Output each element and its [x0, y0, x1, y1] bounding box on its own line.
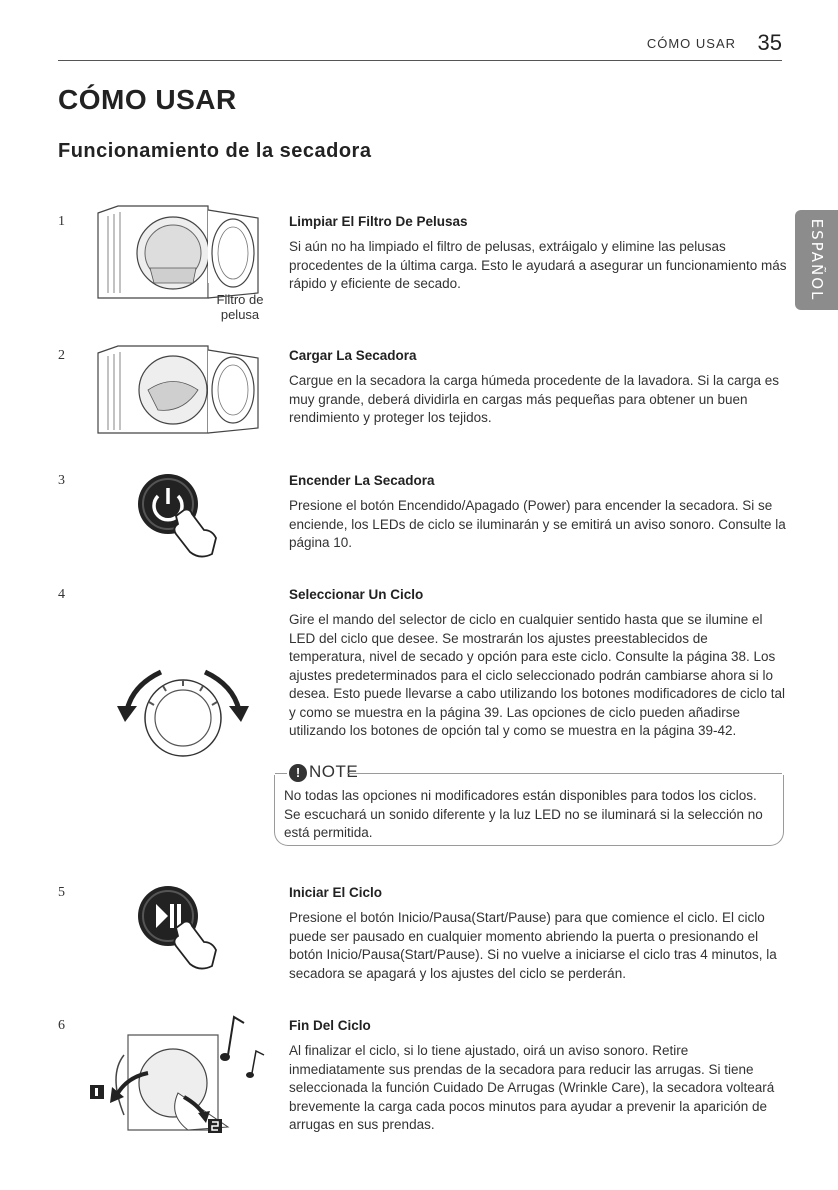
- step-2-text: Cargue en la secadora la carga húmeda procedente de la lavadora. Si la carga es muy grande, deberá dividirla en cargas más pequeñas para obtener un buen rendimiento y proteger los tejidos.: [289, 373, 780, 425]
- step-1-text: Si aún no ha limpiado el filtro de pelusas, extráigalo y elimine las pelusas procedentes de la última carga. Esto le ayudará a asegurar un funcionamiento más rápido y eficiente de secado.: [289, 239, 787, 291]
- note-rule-right: [347, 773, 782, 774]
- note-label: NOTE: [309, 762, 359, 781]
- unload-dryer-with-chime-icon: [88, 1015, 268, 1135]
- dryer-open-door-icon: [88, 338, 268, 438]
- step-6-number: 6: [58, 1018, 65, 1033]
- note-rule-left: [275, 773, 287, 774]
- header-section-title: CÓMO USAR: [646, 36, 736, 51]
- step-5-text: Presione el botón Inicio/Pausa(Start/Pause) para que comience el ciclo. El ciclo puede ser pausado en cualquier momento abriendo la puerta o presionando el botón Inicio/Pausa(Start/Pause). Si no vuelve a iniciarse el ciclo tras 4 minutos, la secadora se apagará y los ajustes del ciclo se perderán.: [289, 910, 777, 981]
- step-2-number: 2: [58, 348, 65, 363]
- page-subtitle: Funcionamiento de la secadora: [58, 140, 372, 162]
- step-4-number: 4: [58, 587, 65, 602]
- start-pause-button-press-icon: [136, 884, 236, 974]
- note-alert-icon: !: [289, 764, 307, 782]
- page-title: CÓMO USAR: [58, 84, 237, 115]
- step-5-number: 5: [58, 885, 65, 900]
- page-number: 35: [757, 30, 782, 55]
- language-tab: [795, 210, 838, 310]
- step-2-title: Cargar La Secadora: [289, 348, 417, 363]
- step-1-number: 1: [58, 214, 65, 229]
- step-6-text: Al finalizar el ciclo, si lo tiene ajustado, oirá un aviso sonoro. Retire inmediatamente sus prendas de la secadora para reducir las arrugas. Si tiene seleccionada la función Cuidado De Arrugas (Wrinkle Care), la secadora volteará brevemente la carga cada pocos minutos para ayudar a prevenir la aparición de arrugas en sus prendas.: [289, 1043, 775, 1132]
- step-4-title: Seleccionar Un Ciclo: [289, 587, 424, 602]
- step-4-text: Gire el mando del selector de ciclo en cualquier sentido hasta que se ilumine el LED del ciclo que desee. Se mostrarán los ajustes preestablecidos de temperatura, nivel de secado y opción para este ciclo. Consulte la página 38. Los ajustes predeterminados para el ciclo seleccionado podrán cambiarse ahora si lo desea. Esto puede llevarse a cabo utilizando los botones modificadores de ciclo tal y como se muestra en la página 39. Las opciones de ciclo pueden añadirse utilizando los botones de opción tal y como se muestra en la página 39-42.: [289, 612, 786, 738]
- page-header: [58, 30, 782, 61]
- step-6-title: Fin Del Ciclo: [289, 1018, 371, 1033]
- language-tab-label: ESPAÑOL: [807, 218, 826, 302]
- filter-caption: Filtro de pelusa: [216, 292, 264, 322]
- step-5-title: Iniciar El Ciclo: [289, 885, 383, 900]
- step-1-title: Limpiar El Filtro De Pelusas: [289, 214, 468, 229]
- cycle-knob-rotate-icon: [113, 660, 253, 760]
- note-text: No todas las opciones ni modificadores están disponibles para todos los ciclos. Se escuchará un sonido diferente y la luz LED no se iluminará si la selección no está permitida.: [284, 788, 763, 840]
- step-3-number: 3: [58, 473, 65, 488]
- power-button-press-icon: [136, 472, 236, 562]
- dryer-open-door-filter-icon: [88, 198, 268, 303]
- step-3-text: Presione el botón Encendido/Apagado (Power) para encender la secadora. Si se enciende, los LEDs de ciclo se iluminarán y se emitirá un aviso sonoro. Consulte la página 10.: [289, 498, 786, 550]
- step-3-title: Encender La Secadora: [289, 473, 435, 488]
